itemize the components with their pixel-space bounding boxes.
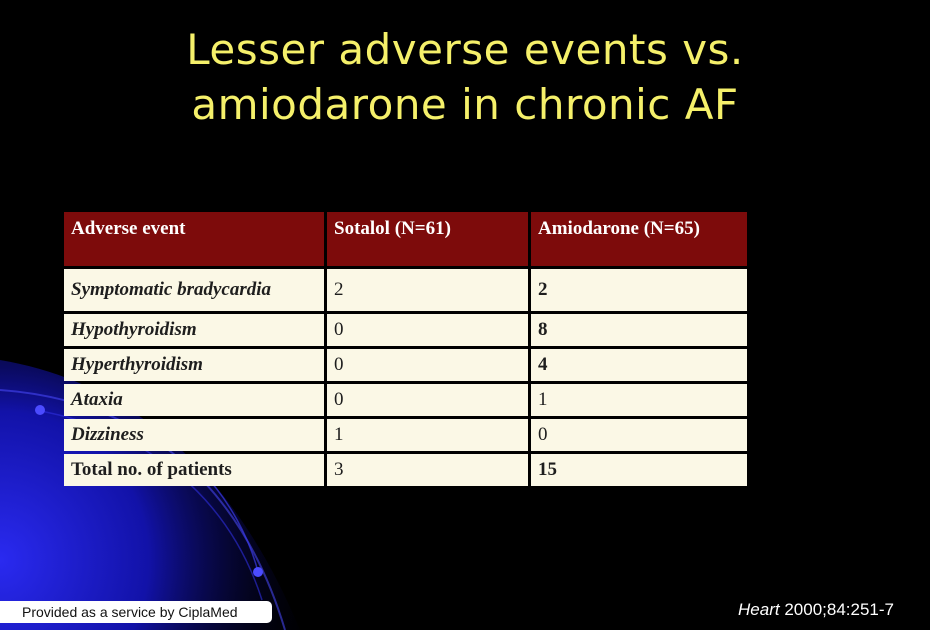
event-name-cell: Hyperthyroidism <box>64 349 324 381</box>
citation-journal: Heart <box>738 600 780 619</box>
sotalol-cell: 0 <box>327 349 528 381</box>
table-header-row <box>64 212 747 266</box>
table-row <box>64 384 747 416</box>
citation-reference: 2000;84:251-7 <box>784 600 894 619</box>
slide-title-line-2: amiodarone in chronic AF <box>191 80 739 129</box>
adverse-events-table <box>61 209 750 489</box>
table-total-row <box>64 454 747 486</box>
sotalol-cell: 0 <box>327 384 528 416</box>
amiodarone-total-cell: 15 <box>531 454 747 486</box>
slide-title <box>0 22 930 132</box>
sotalol-cell: 0 <box>327 314 528 346</box>
amiodarone-cell: 0 <box>531 419 747 451</box>
citation <box>738 600 894 620</box>
header-adverse-event: Adverse event <box>64 212 324 266</box>
event-name-cell: Hypothyroidism <box>64 314 324 346</box>
sotalol-cell: 2 <box>327 269 528 311</box>
table-row <box>64 349 747 381</box>
amiodarone-cell: 2 <box>531 269 747 311</box>
amiodarone-cell: 1 <box>531 384 747 416</box>
table-row <box>64 269 747 311</box>
event-name-cell: Symptomatic bradycardia <box>64 269 324 311</box>
sotalol-total-cell: 3 <box>327 454 528 486</box>
credit-banner: Provided as a service by CiplaMed <box>0 601 272 623</box>
sotalol-cell: 1 <box>327 419 528 451</box>
header-sotalol: Sotalol (N=61) <box>327 212 528 266</box>
table-row <box>64 419 747 451</box>
event-name-cell: Ataxia <box>64 384 324 416</box>
event-name-cell: Dizziness <box>64 419 324 451</box>
amiodarone-cell: 4 <box>531 349 747 381</box>
total-label-cell: Total no. of patients <box>64 454 324 486</box>
slide-title-line-1: Lesser adverse events vs. <box>186 25 744 74</box>
table-row <box>64 314 747 346</box>
amiodarone-cell: 8 <box>531 314 747 346</box>
header-amiodarone: Amiodarone (N=65) <box>531 212 747 266</box>
